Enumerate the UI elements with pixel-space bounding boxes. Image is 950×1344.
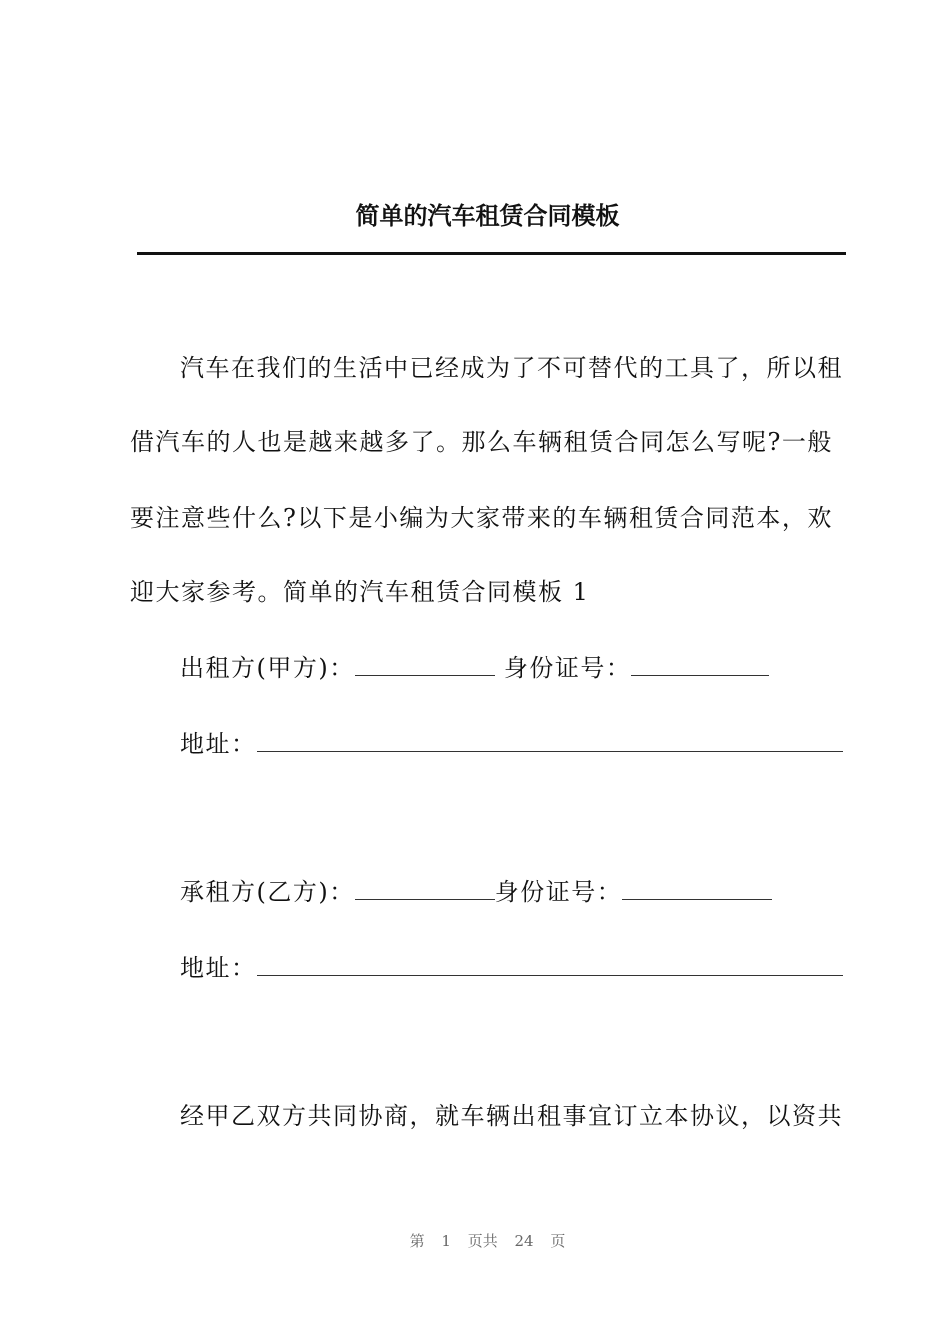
lessee-name-blank bbox=[355, 879, 495, 900]
intro-line-3: 要注意些什么?以下是小编为大家带来的车辆租赁合同范本，欢 bbox=[130, 504, 833, 532]
lessor-id-blank bbox=[631, 655, 769, 676]
intro-line-4: 迎大家参考。简单的汽车租赁合同模板 1 bbox=[130, 578, 590, 606]
lessor-address-line bbox=[180, 728, 845, 760]
intro-line-1: 汽车在我们的生活中已经成为了不可替代的工具了，所以租 bbox=[180, 354, 843, 382]
lessor-line bbox=[180, 652, 845, 684]
document-title: 简单的汽车租赁合同模板 bbox=[355, 201, 620, 230]
page-number: 第 1 页共 24 页 bbox=[409, 1232, 566, 1250]
lessee-address-line bbox=[180, 952, 845, 984]
agreement-line: 经甲乙双方共同协商，就车辆出租事宜订立本协议，以资共 bbox=[180, 1102, 843, 1130]
title-divider bbox=[137, 252, 846, 255]
intro-line-2: 借汽车的人也是越来越多了。那么车辆租赁合同怎么写呢?一般 bbox=[130, 428, 833, 456]
lessee-address-label: 地址： bbox=[180, 954, 257, 982]
lessor-id-label: 身份证号： bbox=[503, 654, 632, 682]
lessee-id-blank bbox=[622, 879, 772, 900]
lessee-address-blank bbox=[257, 955, 843, 976]
lessee-label: 承租方(乙方)： bbox=[180, 878, 355, 906]
lessee-id-label: 身份证号： bbox=[494, 878, 623, 906]
lessor-name-blank bbox=[355, 655, 495, 676]
lessor-label: 出租方(甲方)： bbox=[180, 654, 355, 682]
lessee-line bbox=[180, 876, 845, 908]
lessor-address-blank bbox=[257, 731, 843, 752]
lessor-address-label: 地址： bbox=[180, 730, 257, 758]
